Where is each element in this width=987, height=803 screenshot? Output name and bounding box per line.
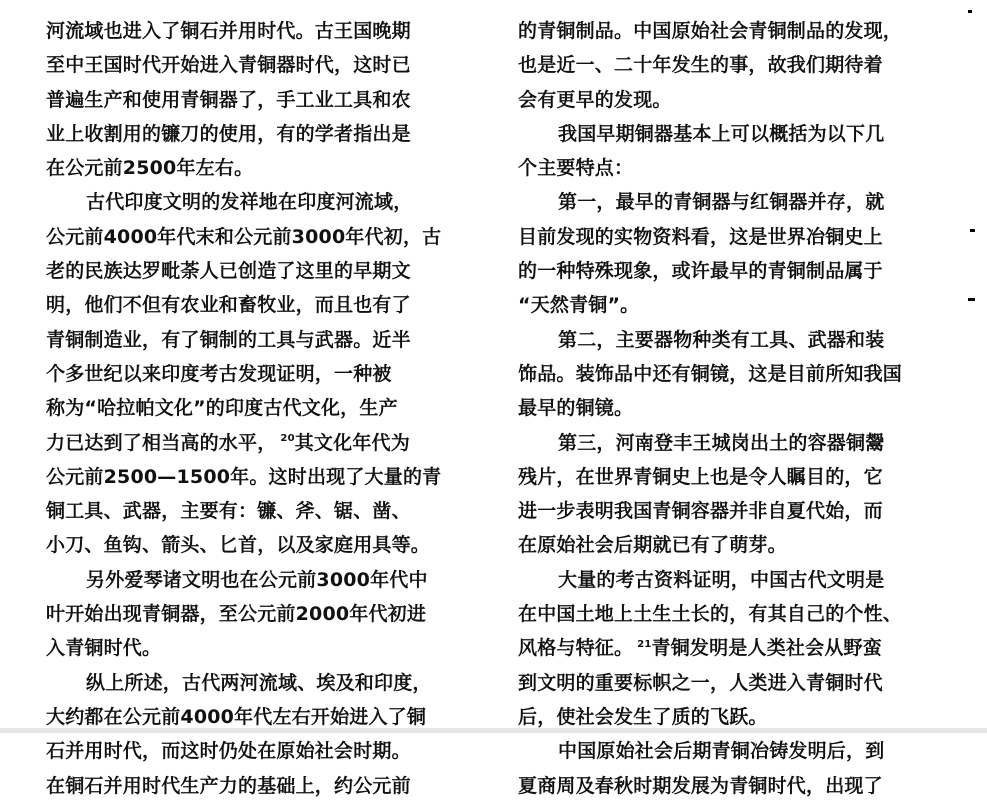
text-line — [518, 563, 928, 597]
line-text: 普遍生产和使用青铜器了，手工业工具和农 — [46, 88, 411, 111]
line-text: 老的民族达罗毗荼人已创造了这里的早期文 — [46, 260, 411, 283]
text-line — [46, 83, 460, 117]
line-text: 另外爱琴诸文明也在公元前3000年代中 — [86, 568, 428, 591]
line-text: 公元前2500—1500年。这时出现了大量的青 — [46, 465, 442, 488]
text-line — [518, 254, 928, 288]
line-text: 在公元前2500年左右。 — [46, 157, 254, 180]
scan-speck — [968, 10, 972, 13]
line-text: 会有更早的发现。 — [518, 88, 672, 111]
text-line — [518, 323, 928, 357]
text-line — [518, 426, 928, 460]
text-line — [46, 494, 460, 528]
text-line — [46, 151, 460, 185]
line-text: 第一，最早的青铜器与红铜器并存，就 — [558, 191, 885, 214]
line-text: 的青铜制品。中国原始社会青铜制品的发现， — [518, 20, 903, 42]
text-line — [46, 426, 460, 460]
text-line — [518, 117, 928, 151]
line-text: 的一种特殊现象，或许最早的青铜制品属于 — [518, 260, 883, 283]
text-line — [518, 666, 928, 700]
line-text: 青铜制造业，有了铜制的工具与武器。近半 — [46, 328, 411, 351]
line-text: 在中国土地上土生土长的，有其自己的个性、 — [518, 603, 903, 626]
line-text: 河流域也进入了铜石并用时代。古王国晚期 — [46, 20, 411, 42]
text-line — [46, 185, 460, 219]
line-text: 至中王国时代开始进入青铜器时代，这时已 — [46, 54, 411, 77]
text-line — [46, 460, 460, 494]
text-line — [518, 528, 928, 562]
text-line — [46, 631, 460, 665]
text-line — [518, 460, 928, 494]
line-text: 进一步表明我国青铜容器并非自夏代始，而 — [518, 500, 883, 523]
text-line — [518, 391, 928, 425]
text-line — [46, 254, 460, 288]
footnote-marker: 21 — [637, 639, 652, 651]
line-text: 业上收割用的镰刀的使用，有的学者指出是 — [46, 122, 411, 145]
text-line — [518, 494, 928, 528]
line-text: 第三，河南登丰王城岗出土的容器铜鬶 — [558, 431, 885, 454]
text-line — [518, 14, 928, 48]
scroll-strip — [0, 728, 987, 733]
text-line — [518, 734, 928, 768]
line-text: 大约都在公元前4000年代左右开始进入了铜 — [46, 705, 427, 728]
footnote-marker: 20 — [280, 433, 295, 445]
text-line — [46, 666, 460, 700]
text-line — [46, 769, 460, 803]
line-text: 叶开始出现青铜器，至公元前2000年代初进 — [46, 603, 427, 626]
line-text: 风格与特征。 — [518, 637, 634, 660]
line-text: 个主要特点： — [518, 157, 634, 180]
text-line — [46, 357, 460, 391]
line-text: 力已达到了相当高的水平， — [46, 431, 277, 454]
line-text-continued: 青铜发明是人类社会从野蛮 — [651, 637, 882, 660]
line-text: 第二，主要器物种类有工具、武器和装 — [558, 328, 885, 351]
line-text: 饰品。装饰品中还有铜镜，这是目前所知我国 — [518, 362, 903, 385]
line-text: 小刀、鱼钩、箭头、匕首，以及家庭用具等。 — [46, 534, 431, 557]
text-line — [46, 528, 460, 562]
line-text: 在铜石并用时代生产力的基础上，约公元前 — [46, 774, 411, 797]
line-text: 铜工具、武器，主要有：镰、斧、锯、凿、 — [46, 500, 411, 523]
line-text: 个多世纪以来印度考古发现证明，一种被 — [46, 362, 392, 385]
text-line — [518, 769, 928, 803]
left-column — [46, 14, 460, 803]
line-text: 目前发现的实物资料看，这是世界冶铜史上 — [518, 225, 883, 248]
text-line — [46, 391, 460, 425]
text-line — [518, 220, 928, 254]
line-text: 最早的铜镜。 — [518, 397, 634, 420]
text-line — [46, 288, 460, 322]
line-text: 入青铜时代。 — [46, 637, 162, 660]
text-line — [518, 83, 928, 117]
line-text: 残片，在世界青铜史上也是令人瞩目的，它 — [518, 465, 883, 488]
line-text: 也是近一、二十年发生的事，故我们期待着 — [518, 54, 883, 77]
line-text: 明，他们不但有农业和畜牧业，而且也有了 — [46, 294, 411, 317]
scan-speck — [968, 298, 975, 301]
text-line — [46, 117, 460, 151]
line-text: 夏商周及春秋时期发展为青铜时代，出现了 — [518, 774, 883, 797]
line-text: 到文明的重要标帜之一，人类进入青铜时代 — [518, 671, 883, 694]
line-text: 中国原始社会后期青铜冶铸发明后，到 — [558, 740, 885, 763]
text-line — [46, 734, 460, 768]
text-line — [46, 323, 460, 357]
line-text: 在原始社会后期就已有了萌芽。 — [518, 534, 787, 557]
line-text: 古代印度文明的发祥地在印度河流域， — [86, 191, 413, 214]
line-text: 公元前4000年代末和公元前3000年代初，古 — [46, 225, 442, 248]
text-line — [518, 185, 928, 219]
text-line — [518, 357, 928, 391]
text-line — [518, 597, 928, 631]
right-column — [518, 14, 928, 803]
text-line — [46, 563, 460, 597]
text-line — [518, 631, 928, 665]
text-line — [46, 597, 460, 631]
line-text: 后，使社会发生了质的飞跃。 — [518, 705, 768, 728]
line-text: 我国早期铜器基本上可以概括为以下几 — [558, 122, 885, 145]
text-line — [518, 48, 928, 82]
line-text: 称为“哈拉帕文化”的印度古代文化，生产 — [46, 397, 398, 420]
line-text: 石并用时代，而这时仍处在原始社会时期。 — [46, 740, 411, 763]
text-line — [46, 220, 460, 254]
scan-speck — [970, 229, 975, 232]
text-line — [518, 151, 928, 185]
line-text: 大量的考古资料证明，中国古代文明是 — [558, 568, 885, 591]
line-text-continued: 其文化年代为 — [294, 431, 410, 454]
line-text: 纵上所述，古代两河流域、埃及和印度， — [86, 671, 432, 694]
text-line — [46, 14, 460, 48]
text-line — [518, 288, 928, 322]
text-line — [46, 48, 460, 82]
line-text: “天然青铜”。 — [518, 294, 640, 317]
